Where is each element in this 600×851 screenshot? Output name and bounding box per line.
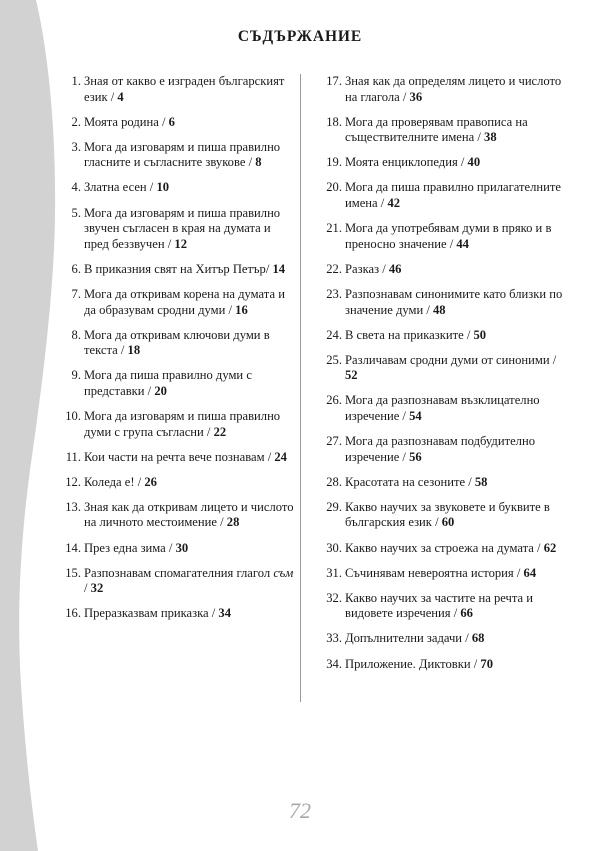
toc-entry-separator: / [474, 130, 485, 145]
toc-entry-title: Разпознавам синонимите като близки по значение думи [345, 286, 563, 317]
toc-entry-page: 68 [471, 631, 485, 646]
toc-entry-number: 5. [71, 205, 81, 220]
toc-entry-separator: / [203, 424, 214, 439]
toc-entry-title: В света на приказките [345, 327, 464, 342]
toc-entry-number: 14. [65, 540, 81, 555]
toc-entry-text [84, 450, 297, 466]
toc-entry-page: 6 [168, 114, 175, 129]
toc-entry-title: Красотата на сезоните [345, 474, 466, 489]
toc-entry-page: 50 [473, 327, 487, 342]
toc-entry-separator: / [513, 565, 524, 580]
toc-entry-title: Моята родина [84, 114, 159, 129]
toc-entry-text [84, 262, 297, 278]
toc-entry-separator: / [549, 352, 557, 367]
toc-entry-title: Мога да изговарям и пиша правилно думи с група съгласни [84, 409, 281, 439]
toc-entry-title: Мога да откривам ключови думи в текста [84, 327, 270, 358]
toc-entry-page: 42 [387, 196, 401, 211]
toc-entry[interactable] [317, 434, 565, 465]
toc-entry-title: Коледа е! [84, 474, 135, 489]
toc-entry-separator: / [265, 261, 273, 276]
toc-entry-page: 12 [174, 236, 187, 251]
toc-entry[interactable] [58, 475, 297, 491]
toc-entry-text [345, 657, 565, 673]
toc-entry-separator: / [208, 606, 219, 621]
toc-entry[interactable] [317, 631, 565, 647]
toc-entry[interactable] [317, 155, 565, 171]
toc-entry-text [345, 287, 565, 318]
toc-entry-number: 4. [71, 180, 81, 195]
toc-entry[interactable] [317, 500, 565, 531]
toc-entry[interactable] [58, 140, 297, 171]
toc-entry-number: 10. [65, 409, 81, 423]
toc-entry-separator: / [117, 343, 128, 358]
toc-entry-title: Мога да изговарям и пиша правилно звучен съгласен в края на думата и пред беззвучен [84, 205, 281, 251]
toc-entry-text [84, 180, 297, 196]
toc-entry[interactable] [58, 541, 297, 557]
toc-entry-title: В приказния свят на Хитър Петър [84, 261, 266, 276]
toc-entry-separator: / [465, 474, 475, 489]
toc-entry-number: 26. [326, 393, 342, 408]
toc-entry-number: 17. [326, 74, 342, 88]
toc-entry[interactable] [317, 221, 565, 252]
toc-entry[interactable] [317, 475, 565, 491]
toc-entry-separator: / [164, 236, 175, 251]
toc-entry-page: 52 [345, 368, 358, 383]
toc-entry-text [345, 566, 565, 582]
toc-entry-text [345, 591, 565, 622]
toc-entry-text [84, 74, 297, 105]
toc-entry-number: 30. [326, 540, 342, 555]
toc-entry-number: 3. [71, 139, 81, 154]
toc-entry-title: Мога да откривам корена на думата и да образувам сродни думи [84, 286, 285, 317]
toc-entry-text [345, 155, 565, 171]
toc-entry-page: 38 [484, 130, 497, 145]
toc-entry-text [345, 500, 565, 531]
toc-entry-page: 4 [117, 89, 124, 104]
toc-entry[interactable] [58, 368, 297, 399]
toc-entry[interactable] [317, 115, 565, 146]
toc-entry[interactable] [317, 566, 565, 582]
toc-entry-text [345, 475, 565, 491]
toc-entry-page: 10 [156, 180, 170, 195]
toc-entry-title: Мога да разпознавам възклицателно изречение [345, 393, 540, 423]
toc-entry-page: 44 [456, 236, 469, 251]
toc-entry-page: 18 [127, 343, 141, 358]
toc-entry-separator: / [264, 449, 275, 464]
toc-entry-number: 25. [326, 352, 342, 367]
toc-entry-number: 23. [326, 286, 342, 301]
toc-entry-separator: / [158, 114, 169, 129]
toc-entry-text [84, 115, 297, 131]
toc-entry-title: Мога да изговарям и пиша правилно гласните и съгласните звукове [84, 139, 281, 170]
toc-entry[interactable] [58, 180, 297, 196]
contents-right-column [317, 74, 565, 682]
toc-entry-separator: / [533, 540, 544, 555]
toc-entry-text [84, 541, 297, 557]
toc-entry[interactable] [58, 409, 297, 440]
toc-entry-separator: / [379, 261, 389, 276]
toc-entry-number: 12. [65, 474, 81, 489]
toc-entry-text [345, 631, 565, 647]
toc-entry-title: Мога да употребявам думи в пряко и в преносно значение [345, 221, 552, 251]
toc-entry-title: Приложение. Диктовки [345, 656, 471, 671]
toc-entry-page: 66 [460, 606, 473, 621]
toc-entry-separator: / [462, 631, 472, 646]
toc-entry-title: Какво научих за звуковете и буквите в българския език [345, 499, 550, 530]
toc-entry-number: 34. [326, 656, 342, 671]
toc-entry-text [345, 353, 565, 384]
toc-entry-separator: / [450, 606, 461, 621]
toc-entry-separator: / [463, 327, 474, 342]
toc-entry-separator: / [431, 515, 442, 530]
toc-entry-title: Мога да пиша правилно думи с представки [84, 368, 252, 398]
toc-entry-text [84, 287, 297, 318]
toc-entry-separator: / [399, 409, 410, 423]
toc-entry-title: Какво научих за строежа на думата [345, 540, 534, 555]
toc-entry-page: 36 [409, 89, 423, 104]
toc-entry-number: 9. [71, 368, 81, 383]
toc-entry-page: 22 [213, 424, 227, 439]
toc-entry-page: 30 [175, 540, 189, 555]
toc-entry-separator: / [377, 196, 388, 211]
toc-entry[interactable] [58, 206, 297, 253]
toc-list-right [317, 74, 565, 672]
toc-entry-text [84, 328, 297, 359]
toc-entry-text [345, 262, 565, 278]
toc-entry-text [84, 140, 297, 171]
toc-entry-text [345, 74, 565, 105]
toc-entry-page: 26 [144, 474, 157, 489]
toc-entry[interactable] [58, 566, 297, 597]
toc-entry-page: 40 [467, 155, 481, 170]
toc-entry-text [345, 434, 565, 465]
toc-entry-title: Мога да пиша правилно прилагателните имена [345, 180, 561, 211]
toc-entry-text [84, 206, 297, 253]
toc-entry-text [84, 566, 297, 597]
toc-entry[interactable] [317, 393, 565, 424]
toc-entry-text [84, 475, 297, 491]
toc-entry-page: 60 [441, 515, 455, 530]
toc-entry-separator: / [457, 155, 468, 170]
toc-entry[interactable] [317, 541, 565, 557]
toc-entry-text [345, 393, 565, 424]
toc-entry-page: 8 [255, 155, 262, 170]
toc-entry-title: Кои части на речта вече познавам [84, 449, 265, 464]
toc-entry[interactable] [58, 606, 297, 622]
toc-entry-separator: / [144, 383, 155, 398]
toc-entry-number: 13. [65, 499, 81, 514]
toc-entry-title: Разпознавам спомагателния глагол [84, 565, 274, 580]
toc-entry-page: 24 [274, 449, 287, 464]
toc-entry[interactable] [58, 328, 297, 359]
toc-entry-page: 46 [388, 261, 402, 276]
toc-entry[interactable] [317, 287, 565, 318]
toc-entry-number: 16. [65, 606, 81, 621]
toc-entry-page: 58 [474, 474, 488, 489]
toc-entry[interactable] [58, 262, 297, 278]
toc-entry-number: 1. [71, 74, 81, 88]
toc-entry-separator: / [225, 302, 236, 317]
toc-entry-title: Преразказвам приказка [84, 606, 209, 621]
toc-entry-title: Съчинявам невероятна история [345, 565, 514, 580]
toc-entry[interactable] [317, 591, 565, 622]
toc-entry-separator: / [216, 515, 227, 530]
toc-entry-number: 27. [326, 434, 342, 449]
toc-entry-number: 22. [326, 261, 342, 276]
toc-entry-separator: / [423, 302, 433, 317]
page-title: СЪДЪРЖАНИЕ [237, 28, 363, 45]
toc-entry[interactable] [58, 500, 297, 531]
toc-entry-title: Какво научих за частите на речта и видовете изречения [345, 590, 533, 621]
toc-list-left [58, 74, 297, 622]
toc-entry-page: 64 [523, 565, 537, 580]
contents-left-column [58, 74, 303, 631]
toc-entry-text [84, 368, 297, 399]
toc-entry-text [84, 409, 297, 440]
toc-entry-title: Моята енциклопедия [345, 155, 458, 170]
toc-entry-separator: / [146, 180, 157, 195]
toc-entry-number: 19. [326, 155, 342, 170]
toc-entry[interactable] [58, 74, 297, 105]
toc-entry[interactable] [317, 262, 565, 278]
toc-entry-number: 32. [326, 590, 342, 605]
toc-entry-separator: / [84, 581, 91, 596]
toc-entry[interactable] [58, 115, 297, 131]
toc-entry-separator: / [107, 89, 118, 104]
toc-entry-title: Зная как да определям лицето и числото на глагола [345, 74, 562, 104]
toc-entry-text [345, 180, 565, 211]
toc-entry-number: 15. [65, 565, 81, 580]
toc-entry-number: 6. [71, 261, 81, 276]
toc-entry-text [345, 328, 565, 344]
toc-entry-page: 20 [154, 383, 167, 398]
toc-entry-text [345, 541, 565, 557]
toc-entry-title: Зная от какво е изграден българският език [84, 74, 285, 104]
toc-entry-separator: / [245, 155, 256, 170]
toc-entry-page: 28 [226, 515, 240, 530]
toc-entry[interactable] [58, 450, 297, 466]
toc-entry-page: 56 [409, 449, 422, 464]
toc-entry[interactable] [317, 353, 565, 384]
toc-entry-title: Допълнителни задачи [345, 631, 463, 646]
toc-entry-number: 29. [326, 499, 342, 514]
toc-entry-page: 16 [235, 302, 248, 317]
toc-entry-title: Мога да разпознавам подбудително изречение [345, 434, 535, 464]
toc-entry-title: Зная как да откривам лицето и числото на личното местоимение [84, 499, 294, 530]
toc-entry-number: 2. [71, 114, 81, 129]
toc-entry-title: Мога да проверявам правописа на съществителните имена [345, 114, 528, 145]
toc-entry-title: Разказ [345, 261, 380, 276]
toc-entry-page: 62 [543, 540, 557, 555]
toc-entry-text [84, 606, 297, 622]
toc-entry[interactable] [317, 74, 565, 105]
toc-entry-separator: / [165, 540, 176, 555]
toc-entry-separator: / [470, 656, 481, 671]
toc-entry-separator: / [399, 89, 410, 104]
toc-entry-title: Златна есен [84, 180, 147, 195]
toc-entry-text [345, 221, 565, 252]
toc-entry-number: 20. [326, 180, 342, 195]
toc-entry-number: 7. [71, 286, 81, 301]
toc-entry-text [84, 500, 297, 531]
toc-entry-page: 48 [433, 302, 446, 317]
toc-entry[interactable] [317, 180, 565, 211]
toc-entry-text [345, 115, 565, 146]
contents-columns [0, 74, 600, 682]
toc-entry-number: 33. [326, 631, 342, 646]
toc-entry-separator: / [134, 474, 145, 489]
toc-entry-title: Различавам сродни думи от синоними [345, 352, 550, 367]
toc-entry-title-italic: съм [273, 565, 294, 580]
toc-entry-page: 54 [409, 409, 422, 423]
toc-entry-separator: / [446, 236, 457, 251]
toc-entry-number: 11. [65, 449, 81, 464]
toc-entry-number: 28. [326, 474, 342, 489]
toc-entry[interactable] [58, 287, 297, 318]
toc-entry[interactable] [317, 328, 565, 344]
toc-entry-number: 18. [326, 114, 342, 129]
toc-entry-number: 31. [326, 565, 342, 580]
toc-entry-page: 14 [272, 261, 286, 276]
toc-entry-separator: / [399, 449, 410, 464]
toc-entry-page: 34 [218, 606, 231, 621]
toc-entry-number: 8. [71, 327, 81, 342]
toc-entry-number: 24. [326, 327, 342, 342]
toc-entry[interactable] [317, 657, 565, 673]
toc-entry-page: 32 [90, 581, 104, 596]
toc-entry-number: 21. [326, 221, 342, 236]
toc-entry-title: През една зима [84, 540, 166, 555]
page-number-folio: 72 [289, 798, 311, 823]
toc-entry-page: 70 [480, 656, 494, 671]
